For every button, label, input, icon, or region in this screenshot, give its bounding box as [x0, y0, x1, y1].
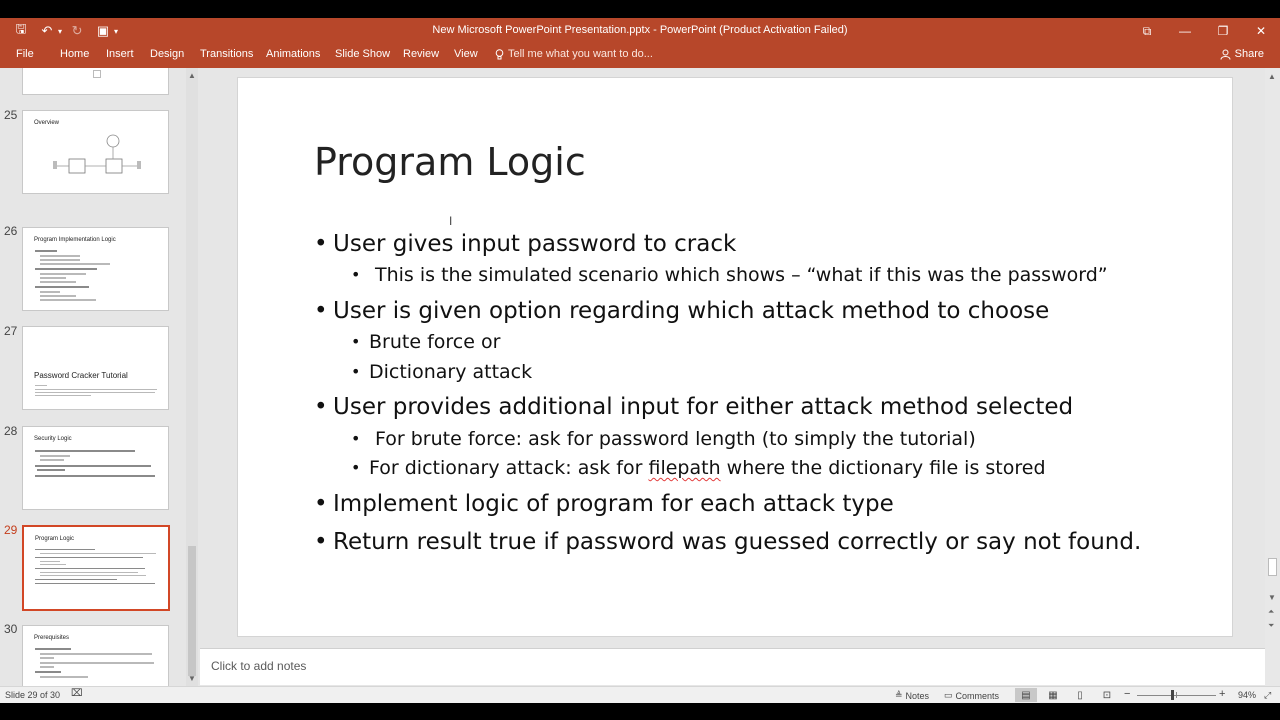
fit-to-window-icon[interactable]: ⤢ [1264, 690, 1272, 700]
thumb-shape [93, 70, 101, 78]
thumb-text-line [40, 281, 76, 283]
slide-thumbnail-24[interactable] [22, 68, 169, 95]
spelling-check-icon[interactable]: ⌧ [71, 688, 83, 699]
customize-qat-icon[interactable]: ▾ [114, 26, 119, 36]
start-from-beginning-icon[interactable]: ▣ [96, 23, 110, 38]
bullet-level-2[interactable] [351, 428, 976, 450]
bullet-text: User gives input password to crack [333, 231, 737, 257]
slide-counter: Slide 29 of 30 [5, 690, 61, 700]
slide-thumbnail-25[interactable] [22, 110, 169, 194]
slide-thumbnail-27[interactable] [22, 326, 169, 410]
slide-number: 28 [4, 424, 18, 438]
zoom-slider-handle[interactable] [1171, 690, 1174, 700]
notes-toggle-label: Notes [905, 690, 930, 701]
tell-me-search[interactable] [495, 48, 653, 60]
bullet-glyph: • [351, 332, 361, 351]
ribbon-display-options-icon[interactable]: ⧉ [1142, 23, 1152, 38]
thumb-title: Security Logic [34, 436, 72, 442]
bullet-text: For dictionary attack: ask for [369, 457, 649, 479]
window-title: New Microsoft PowerPoint Presentation.pptx - PowerPoint (Product Activation Failed) [432, 24, 848, 36]
slide-thumbnail-30[interactable] [22, 625, 169, 686]
comment-icon: ▭ [944, 690, 953, 700]
scroll-up-icon[interactable]: ▲ [188, 71, 196, 80]
thumb-text-line [35, 450, 135, 452]
tab-animations[interactable]: Animations [266, 48, 321, 60]
bullet-level-1[interactable] [314, 529, 1141, 555]
notes-pane[interactable] [200, 648, 1265, 685]
previous-slide-icon[interactable]: ⏶ [1268, 607, 1275, 616]
bullet-glyph: • [351, 362, 361, 381]
thumb-text-line [40, 666, 54, 668]
thumb-text-line [35, 549, 95, 550]
slide-thumbnail-29[interactable] [22, 525, 170, 611]
slide-thumbnail-26[interactable] [22, 227, 169, 311]
save-icon[interactable]: 🖫 [15, 21, 27, 36]
bullet-glyph: • [351, 458, 361, 477]
slide-thumbnail-pane [0, 68, 200, 686]
thumb-text-line [40, 575, 146, 576]
person-icon [1220, 49, 1231, 60]
comments-toggle-label: Comments [955, 690, 1000, 701]
thumb-text-line [40, 572, 138, 573]
zoom-out-icon[interactable]: − [1124, 688, 1131, 700]
thumb-text-line [40, 653, 152, 655]
undo-dropdown-icon[interactable]: ▾ [58, 26, 63, 36]
thumb-text-line [40, 564, 66, 565]
thumb-text-line [40, 255, 80, 257]
slide-sorter-icon[interactable]: ▦ [1048, 689, 1058, 701]
bullet-glyph: • [351, 265, 361, 284]
bullet-text: where the dictionary file is stored [720, 457, 1046, 479]
bullet-glyph: • [314, 298, 328, 324]
share-button[interactable] [1220, 48, 1264, 60]
thumb-text-line [35, 389, 157, 390]
zoom-slider-center-mark [1176, 692, 1177, 698]
bullet-text: User provides additional input for either attack method selected [333, 394, 1074, 420]
tab-slide-show[interactable]: Slide Show [335, 48, 391, 60]
redo-icon[interactable]: ↻ [71, 23, 83, 38]
thumb-text-line [35, 268, 97, 270]
thumb-text-line [35, 568, 145, 569]
bullet-glyph: • [314, 491, 328, 517]
thumb-text-line [40, 295, 76, 297]
bullet-level-2[interactable] [351, 361, 532, 383]
slide-number: 27 [4, 324, 18, 338]
thumb-text-line [35, 465, 151, 467]
comments-toggle-button[interactable] [944, 690, 999, 701]
thumb-title: Password Cracker Tutorial [34, 371, 128, 380]
reading-view-icon[interactable]: ▯ [1077, 689, 1083, 701]
zoom-level[interactable]: 94% [1238, 690, 1257, 700]
thumb-text-line [35, 392, 155, 393]
restore-button[interactable]: ❐ [1217, 24, 1229, 38]
thumb-text-line [40, 259, 80, 261]
thumb-text-line [40, 277, 66, 279]
bullet-level-2[interactable] [351, 331, 500, 353]
scrollbar-thumb[interactable] [1268, 558, 1277, 576]
tab-insert[interactable]: Insert [106, 48, 134, 60]
bullet-text: Return result true if password was guessed correctly or say not found. [333, 529, 1142, 555]
slide-show-view-icon[interactable]: ⊡ [1102, 689, 1112, 701]
thumb-text-line [40, 553, 156, 554]
thumb-text-line [37, 469, 65, 471]
notes-placeholder: Click to add notes [211, 659, 307, 673]
thumb-text-line [40, 299, 96, 301]
thumbnail-scrollbar[interactable] [186, 68, 198, 686]
bullet-level-2[interactable] [351, 457, 1046, 479]
thumb-text-line [35, 648, 71, 650]
bullet-text: User is given option regarding which attack method to choose [333, 298, 1050, 324]
next-slide-icon[interactable]: ⏷ [1268, 621, 1275, 630]
thumb-diagram [51, 131, 143, 187]
thumb-text-line [35, 579, 117, 580]
bullet-glyph: • [314, 231, 328, 257]
slide-thumbnail-28[interactable] [22, 426, 169, 510]
thumb-title: Prerequisites [34, 635, 70, 641]
notes-toggle-button[interactable] [895, 690, 929, 701]
thumb-text-line [40, 676, 88, 678]
thumb-text-line [35, 475, 155, 477]
close-button[interactable]: ✕ [1255, 24, 1267, 38]
thumb-text-line [35, 557, 143, 558]
slide-scrollbar[interactable] [1265, 68, 1280, 686]
bullet-level-1[interactable] [314, 394, 1073, 420]
title-bar [0, 18, 1280, 44]
bullet-text: Brute force or [369, 331, 501, 353]
tab-view[interactable]: View [454, 48, 478, 60]
bullet-glyph: • [314, 529, 328, 555]
tab-transitions[interactable]: Transitions [200, 48, 254, 60]
bullet-level-2[interactable] [351, 264, 1108, 286]
slide-number: 26 [4, 224, 18, 238]
thumb-text-line [35, 250, 57, 252]
thumb-text-line [40, 662, 154, 664]
thumb-text-line [40, 263, 110, 265]
share-label: Share [1234, 48, 1264, 60]
tab-home[interactable]: Home [60, 48, 90, 60]
thumb-text-line [35, 671, 61, 673]
slide-number: 30 [4, 622, 18, 636]
thumb-title: Program Logic [35, 536, 75, 542]
thumb-title: Overview [34, 120, 60, 126]
tab-design[interactable]: Design [150, 48, 185, 60]
thumb-text-line [35, 395, 91, 396]
text-cursor-icon: I [449, 214, 453, 228]
bullet-text: This is the simulated scenario which shows – “what if this was the password” [375, 264, 1108, 286]
tab-review[interactable]: Review [403, 48, 440, 60]
bullet-glyph: • [351, 429, 361, 448]
undo-icon[interactable]: ↶ [41, 23, 53, 38]
scroll-up-icon[interactable]: ▲ [1268, 72, 1276, 81]
bullet-text: Implement logic of program for each attack type [333, 491, 894, 517]
ribbon-tabs [0, 44, 1280, 68]
thumb-title: Program Implementation Logic [34, 237, 116, 243]
slide-number-active: 29 [4, 523, 18, 537]
bullet-text: For brute force: ask for password length (to simply the tutorial) [375, 428, 976, 450]
thumb-text-line [35, 385, 47, 386]
minimize-button[interactable]: — [1179, 24, 1191, 38]
powerpoint-window [0, 18, 1280, 703]
thumb-text-line [40, 459, 64, 461]
slide-title[interactable]: Program Logic [314, 140, 586, 184]
thumb-text-line [40, 273, 86, 275]
notes-icon: ≜ [895, 690, 903, 700]
tell-me-label: Tell me what you want to do... [508, 48, 653, 60]
bullet-glyph: • [314, 394, 328, 420]
misspelled-word[interactable]: filepath [648, 457, 721, 479]
bullet-text: Dictionary attack [369, 361, 533, 383]
thumb-text-line [40, 455, 70, 457]
bullet-level-1[interactable] [314, 298, 1049, 324]
scroll-down-icon[interactable]: ▼ [188, 674, 196, 683]
bullet-level-1[interactable] [314, 231, 736, 257]
scrollbar-thumb[interactable] [188, 546, 196, 676]
slide-canvas[interactable] [237, 77, 1233, 637]
thumb-text-line [40, 561, 60, 562]
thumb-text-line [40, 291, 60, 293]
lightbulb-icon [495, 49, 504, 60]
window-controls [1128, 18, 1280, 44]
thumb-text-line [35, 583, 155, 584]
status-bar [0, 686, 1280, 703]
normal-view-icon[interactable]: ▤ [1015, 688, 1037, 702]
bullet-level-1[interactable] [314, 491, 894, 517]
tab-file[interactable]: File [16, 48, 34, 60]
thumb-text-line [35, 286, 89, 288]
slide-number: 25 [4, 108, 18, 122]
thumb-text-line [40, 657, 54, 659]
zoom-in-icon[interactable]: + [1219, 688, 1226, 700]
scroll-down-icon[interactable]: ▼ [1268, 593, 1276, 602]
